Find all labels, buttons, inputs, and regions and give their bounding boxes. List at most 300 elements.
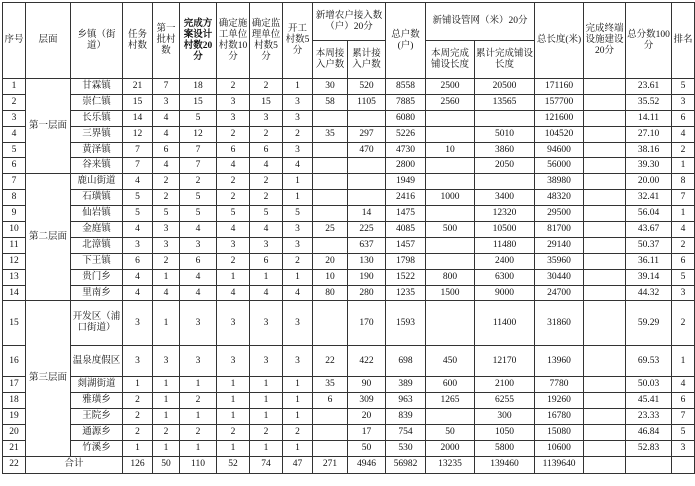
cell-tlen: 29140 xyxy=(535,237,584,253)
cell-start: 2 xyxy=(283,425,313,441)
row-seq: 15 xyxy=(3,301,26,346)
cell-wlen: 800 xyxy=(426,269,475,285)
cell-rank: 3 xyxy=(672,441,695,457)
cell-sup: 1 xyxy=(250,269,283,285)
cell-plan: 1 xyxy=(180,409,217,425)
cell-tlen: 94600 xyxy=(535,142,584,158)
cell-start: 1 xyxy=(283,79,313,95)
town-name: 剡湖街道 xyxy=(71,377,123,393)
town-name: 开发区（浦口街道） xyxy=(71,301,123,346)
town-name: 里南乡 xyxy=(71,285,123,301)
cell-sup: 3 xyxy=(250,346,283,377)
cell-first: 2 xyxy=(153,253,180,269)
cell-rank: 3 xyxy=(672,94,695,110)
cell-term xyxy=(584,94,626,110)
table-row xyxy=(3,425,695,441)
cell-cum xyxy=(348,158,386,174)
cell-score: 46.84 xyxy=(626,425,672,441)
cell-wk xyxy=(313,190,348,206)
cell-clen: 6300 xyxy=(475,269,535,285)
cell-term xyxy=(584,441,626,457)
cell-first: 3 xyxy=(153,237,180,253)
cell-wk: 20 xyxy=(313,253,348,269)
cell-score: 20.00 xyxy=(626,174,672,190)
col-this-week-length: 本周完成铺设长度 xyxy=(426,41,475,79)
cell-start: 1 xyxy=(283,377,313,393)
col-town: 乡镇（街道） xyxy=(71,3,123,79)
cell-cons: 4 xyxy=(217,158,250,174)
cell-clen: 10500 xyxy=(475,222,535,238)
cell-hh: 1457 xyxy=(386,237,426,253)
cell-term xyxy=(584,285,626,301)
cell-cons: 3 xyxy=(217,346,250,377)
cell-clen: 9000 xyxy=(475,285,535,301)
town-name: 甘霖镇 xyxy=(71,79,123,95)
cell-cons: 3 xyxy=(217,94,250,110)
table-row xyxy=(3,174,695,190)
cell-clen: 13565 xyxy=(475,94,535,110)
town-name: 雅璜乡 xyxy=(71,393,123,409)
cell-score: 32.41 xyxy=(626,190,672,206)
cell-tasks: 7 xyxy=(123,142,153,158)
table-row xyxy=(3,142,695,158)
cell-cum: 90 xyxy=(348,377,386,393)
cell-plan: 1 xyxy=(180,377,217,393)
cell-wlen: 10 xyxy=(426,142,475,158)
row-seq: 8 xyxy=(3,190,26,206)
row-seq: 9 xyxy=(3,206,26,222)
town-name: 温泉度假区 xyxy=(71,346,123,377)
town-name: 竹溪乡 xyxy=(71,441,123,457)
row-seq: 20 xyxy=(3,425,26,441)
cell-wk xyxy=(313,158,348,174)
col-new-farmers: 新增农户接入数（户）20分 xyxy=(313,3,386,41)
table-row xyxy=(3,190,695,206)
cell-start: 3 xyxy=(283,222,313,238)
cell-tasks: 14 xyxy=(123,110,153,126)
cell-rank: 8 xyxy=(672,174,695,190)
cell-tlen: 81700 xyxy=(535,222,584,238)
row-seq: 14 xyxy=(3,285,26,301)
cell-cons: 5 xyxy=(217,206,250,222)
cell-term xyxy=(584,206,626,222)
cell-tlen: 13960 xyxy=(535,346,584,377)
cell-start: 1 xyxy=(283,174,313,190)
cell-sup: 2 xyxy=(250,425,283,441)
cell-plan: 2 xyxy=(180,393,217,409)
cell-term xyxy=(584,346,626,377)
cell-cons: 1 xyxy=(217,377,250,393)
cell-first: 1 xyxy=(153,409,180,425)
town-name: 仙岩镇 xyxy=(71,206,123,222)
cell-cons: 6 xyxy=(217,142,250,158)
col-cum-length: 累计完成铺设长度 xyxy=(475,41,535,79)
cell-start: 3 xyxy=(283,94,313,110)
cell-first: 3 xyxy=(153,222,180,238)
cell-score: 43.67 xyxy=(626,222,672,238)
cell-first: 4 xyxy=(153,126,180,142)
col-this-week-access: 本周接入户数 xyxy=(313,41,348,79)
cell-start: 3 xyxy=(283,110,313,126)
town-name: 鹿山街道 xyxy=(71,174,123,190)
town-name: 北漳镇 xyxy=(71,237,123,253)
table-row xyxy=(3,346,695,377)
cell-tasks: 4 xyxy=(123,222,153,238)
cell-cons: 3 xyxy=(217,301,250,346)
total-rank xyxy=(672,456,695,473)
cell-tlen: 171160 xyxy=(535,79,584,95)
cell-tlen: 19260 xyxy=(535,393,584,409)
cell-tasks: 6 xyxy=(123,253,153,269)
cell-plan: 5 xyxy=(180,206,217,222)
cell-tlen: 157700 xyxy=(535,94,584,110)
cell-cum: 280 xyxy=(348,285,386,301)
row-seq: 1 xyxy=(3,79,26,95)
row-seq: 21 xyxy=(3,441,26,457)
cell-wk: 58 xyxy=(313,94,348,110)
cell-cum: 1105 xyxy=(348,94,386,110)
table-row xyxy=(3,393,695,409)
cell-cum: 17 xyxy=(348,425,386,441)
cell-rank: 2 xyxy=(672,142,695,158)
cell-cons: 1 xyxy=(217,393,250,409)
cell-cons: 3 xyxy=(217,110,250,126)
cell-start: 1 xyxy=(283,441,313,457)
layer-label: 第二层面 xyxy=(26,174,71,301)
cell-clen: 300 xyxy=(475,409,535,425)
cell-rank: 1 xyxy=(672,346,695,377)
cell-first: 4 xyxy=(153,158,180,174)
table-row xyxy=(3,237,695,253)
cell-first: 1 xyxy=(153,441,180,457)
cell-cons: 2 xyxy=(217,253,250,269)
cell-cons: 2 xyxy=(217,174,250,190)
cell-tasks: 4 xyxy=(123,174,153,190)
cell-tasks: 15 xyxy=(123,94,153,110)
cell-tlen: 56000 xyxy=(535,158,584,174)
cell-cons: 2 xyxy=(217,425,250,441)
cell-clen: 5800 xyxy=(475,441,535,457)
cell-sup: 6 xyxy=(250,253,283,269)
town-name: 下王镇 xyxy=(71,253,123,269)
cell-score: 36.11 xyxy=(626,253,672,269)
cell-clen: 3860 xyxy=(475,142,535,158)
town-name: 石璜镇 xyxy=(71,190,123,206)
cell-term xyxy=(584,269,626,285)
cell-sup: 2 xyxy=(250,174,283,190)
cell-score: 27.10 xyxy=(626,126,672,142)
cell-score: 59.29 xyxy=(626,301,672,346)
cell-score: 14.11 xyxy=(626,110,672,126)
cell-score: 35.52 xyxy=(626,94,672,110)
cell-first: 4 xyxy=(153,285,180,301)
cell-cons: 4 xyxy=(217,285,250,301)
table-row xyxy=(3,206,695,222)
row-seq: 11 xyxy=(3,237,26,253)
cell-tasks: 4 xyxy=(123,285,153,301)
total-cum: 4946 xyxy=(348,456,386,473)
cell-wlen: 450 xyxy=(426,346,475,377)
col-supervision: 确定监理单位村数5分 xyxy=(250,3,283,79)
cell-first: 2 xyxy=(153,190,180,206)
cell-cons: 3 xyxy=(217,237,250,253)
town-name: 王院乡 xyxy=(71,409,123,425)
cell-rank: 4 xyxy=(672,126,695,142)
cell-cum xyxy=(348,190,386,206)
cell-hh: 4730 xyxy=(386,142,426,158)
cell-start: 3 xyxy=(283,142,313,158)
row-seq: 2 xyxy=(3,94,26,110)
cell-hh: 6080 xyxy=(386,110,426,126)
cell-first: 1 xyxy=(153,377,180,393)
total-score xyxy=(626,456,672,473)
cell-score: 45.41 xyxy=(626,393,672,409)
cell-plan: 7 xyxy=(180,142,217,158)
cell-wlen: 2500 xyxy=(426,79,475,95)
cell-clen: 2050 xyxy=(475,158,535,174)
cell-start: 3 xyxy=(283,301,313,346)
col-pipe-network: 新铺设管网（米）20分 xyxy=(426,3,535,41)
cell-cum: 170 xyxy=(348,301,386,346)
cell-hh: 1522 xyxy=(386,269,426,285)
cell-start: 1 xyxy=(283,409,313,425)
table-row xyxy=(3,269,695,285)
row-seq: 4 xyxy=(3,126,26,142)
cell-start: 3 xyxy=(283,346,313,377)
cell-term xyxy=(584,142,626,158)
cell-start: 5 xyxy=(283,206,313,222)
cell-wlen: 2000 xyxy=(426,441,475,457)
cell-tlen: 121600 xyxy=(535,110,584,126)
town-name: 通源乡 xyxy=(71,425,123,441)
cell-wlen: 600 xyxy=(426,377,475,393)
cell-wlen xyxy=(426,253,475,269)
cell-wk: 25 xyxy=(313,222,348,238)
cell-score: 44.32 xyxy=(626,285,672,301)
cell-rank: 4 xyxy=(672,377,695,393)
cell-wlen xyxy=(426,110,475,126)
cell-clen: 11480 xyxy=(475,237,535,253)
row-seq: 6 xyxy=(3,158,26,174)
cell-plan: 2 xyxy=(180,425,217,441)
cell-cum: 297 xyxy=(348,126,386,142)
cell-sup: 6 xyxy=(250,142,283,158)
town-name: 崇仁镇 xyxy=(71,94,123,110)
col-total-length: 总长度(米) xyxy=(535,3,584,79)
cell-score: 23.33 xyxy=(626,409,672,425)
cell-score: 52.83 xyxy=(626,441,672,457)
cell-wlen xyxy=(426,126,475,142)
table-row xyxy=(3,158,695,174)
cell-cons: 2 xyxy=(217,79,250,95)
cell-sup: 1 xyxy=(250,393,283,409)
cell-start: 1 xyxy=(283,269,313,285)
cell-tasks: 5 xyxy=(123,206,153,222)
cell-first: 1 xyxy=(153,393,180,409)
cell-first: 6 xyxy=(153,142,180,158)
cell-clen: 12170 xyxy=(475,346,535,377)
cell-hh: 1593 xyxy=(386,301,426,346)
cell-clen: 3400 xyxy=(475,190,535,206)
cell-tasks: 2 xyxy=(123,409,153,425)
cell-wlen xyxy=(426,158,475,174)
layer-label: 第一层面 xyxy=(26,79,71,174)
cell-first: 2 xyxy=(153,425,180,441)
cell-rank: 5 xyxy=(672,425,695,441)
cell-tasks: 2 xyxy=(123,393,153,409)
cell-score: 56.04 xyxy=(626,206,672,222)
cell-hh: 1949 xyxy=(386,174,426,190)
cell-tlen: 29500 xyxy=(535,206,584,222)
cell-plan: 3 xyxy=(180,301,217,346)
cell-cum: 130 xyxy=(348,253,386,269)
cell-hh: 698 xyxy=(386,346,426,377)
cell-wk xyxy=(313,110,348,126)
cell-cum xyxy=(348,110,386,126)
table-row xyxy=(3,94,695,110)
cell-tasks: 5 xyxy=(123,190,153,206)
town-name: 金庭镇 xyxy=(71,222,123,238)
row-seq: 13 xyxy=(3,269,26,285)
cell-cons: 1 xyxy=(217,269,250,285)
cell-clen: 2400 xyxy=(475,253,535,269)
cell-hh: 839 xyxy=(386,409,426,425)
cell-tlen: 7780 xyxy=(535,377,584,393)
cell-score: 50.03 xyxy=(626,377,672,393)
cell-tasks: 1 xyxy=(123,377,153,393)
table-row xyxy=(3,110,695,126)
cell-cum: 14 xyxy=(348,206,386,222)
table-row xyxy=(3,253,695,269)
total-tasks: 126 xyxy=(123,456,153,473)
row-seq: 10 xyxy=(3,222,26,238)
cell-rank: 6 xyxy=(672,110,695,126)
cell-hh: 963 xyxy=(386,393,426,409)
cell-hh: 4085 xyxy=(386,222,426,238)
cell-wk: 10 xyxy=(313,269,348,285)
cell-clen: 11400 xyxy=(475,301,535,346)
table-row xyxy=(3,126,695,142)
cell-cons: 2 xyxy=(217,190,250,206)
cell-cons: 2 xyxy=(217,126,250,142)
cell-sup: 15 xyxy=(250,94,283,110)
cell-plan: 5 xyxy=(180,190,217,206)
cell-tasks: 1 xyxy=(123,441,153,457)
total-seq: 22 xyxy=(3,456,26,473)
cell-start: 1 xyxy=(283,190,313,206)
town-name: 三界镇 xyxy=(71,126,123,142)
cell-sup: 2 xyxy=(250,79,283,95)
col-construction: 确定施工单位村数10分 xyxy=(217,3,250,79)
cell-wk: 22 xyxy=(313,346,348,377)
cell-rank: 1 xyxy=(672,158,695,174)
cell-cons: 1 xyxy=(217,409,250,425)
row-seq: 17 xyxy=(3,377,26,393)
cell-hh: 8558 xyxy=(386,79,426,95)
total-sup: 74 xyxy=(250,456,283,473)
cell-hh: 1235 xyxy=(386,285,426,301)
cell-term xyxy=(584,110,626,126)
cell-score: 50.37 xyxy=(626,237,672,253)
col-plan-done: 完成方案设计村数20分 xyxy=(180,3,217,79)
cell-hh: 389 xyxy=(386,377,426,393)
cell-rank: 5 xyxy=(672,269,695,285)
cell-tlen: 15080 xyxy=(535,425,584,441)
cell-tlen: 16780 xyxy=(535,409,584,425)
cell-tasks: 21 xyxy=(123,79,153,95)
cell-first: 4 xyxy=(153,110,180,126)
cell-wk: 6 xyxy=(313,393,348,409)
cell-tasks: 3 xyxy=(123,346,153,377)
cell-first: 5 xyxy=(153,206,180,222)
col-cum-access: 累计接入户数 xyxy=(348,41,386,79)
cell-cons: 1 xyxy=(217,441,250,457)
cell-score: 39.14 xyxy=(626,269,672,285)
cell-sup: 1 xyxy=(250,409,283,425)
cell-rank: 1 xyxy=(672,206,695,222)
table-row xyxy=(3,377,695,393)
col-layer: 层面 xyxy=(26,3,71,79)
total-hh: 56982 xyxy=(386,456,426,473)
cell-wk: 30 xyxy=(313,79,348,95)
cell-plan: 5 xyxy=(180,110,217,126)
cell-tlen: 38980 xyxy=(535,174,584,190)
town-name: 贵门乡 xyxy=(71,269,123,285)
cell-plan: 1 xyxy=(180,441,217,457)
cell-plan: 7 xyxy=(180,158,217,174)
cell-wlen: 2560 xyxy=(426,94,475,110)
cell-clen: 6255 xyxy=(475,393,535,409)
cell-wk: 35 xyxy=(313,377,348,393)
table-row xyxy=(3,441,695,457)
cell-start: 1 xyxy=(283,393,313,409)
cell-wlen: 1000 xyxy=(426,190,475,206)
cell-score: 38.16 xyxy=(626,142,672,158)
total-tlen: 1139640 xyxy=(535,456,584,473)
cell-rank: 2 xyxy=(672,301,695,346)
cell-hh: 530 xyxy=(386,441,426,457)
progress-table xyxy=(2,2,695,474)
cell-tasks: 12 xyxy=(123,126,153,142)
col-seq: 序号 xyxy=(3,3,26,79)
cell-rank: 7 xyxy=(672,190,695,206)
cell-wlen: 1265 xyxy=(426,393,475,409)
cell-hh: 5226 xyxy=(386,126,426,142)
cell-first: 3 xyxy=(153,94,180,110)
cell-cum: 190 xyxy=(348,269,386,285)
cell-term xyxy=(584,425,626,441)
cell-plan: 3 xyxy=(180,237,217,253)
cell-tasks: 2 xyxy=(123,425,153,441)
cell-rank: 5 xyxy=(672,79,695,95)
col-first-batch: 第一批村数 xyxy=(153,3,180,79)
cell-hh: 2800 xyxy=(386,158,426,174)
table-row xyxy=(3,301,695,346)
total-wk: 271 xyxy=(313,456,348,473)
cell-sup: 1 xyxy=(250,441,283,457)
cell-sup: 5 xyxy=(250,206,283,222)
cell-cum: 50 xyxy=(348,441,386,457)
cell-wlen xyxy=(426,206,475,222)
cell-wlen xyxy=(426,301,475,346)
cell-clen: 1050 xyxy=(475,425,535,441)
cell-wlen: 50 xyxy=(426,425,475,441)
total-term xyxy=(584,456,626,473)
cell-wlen xyxy=(426,174,475,190)
total-wlen: 13235 xyxy=(426,456,475,473)
total-row xyxy=(3,456,695,473)
town-name: 长乐镇 xyxy=(71,110,123,126)
